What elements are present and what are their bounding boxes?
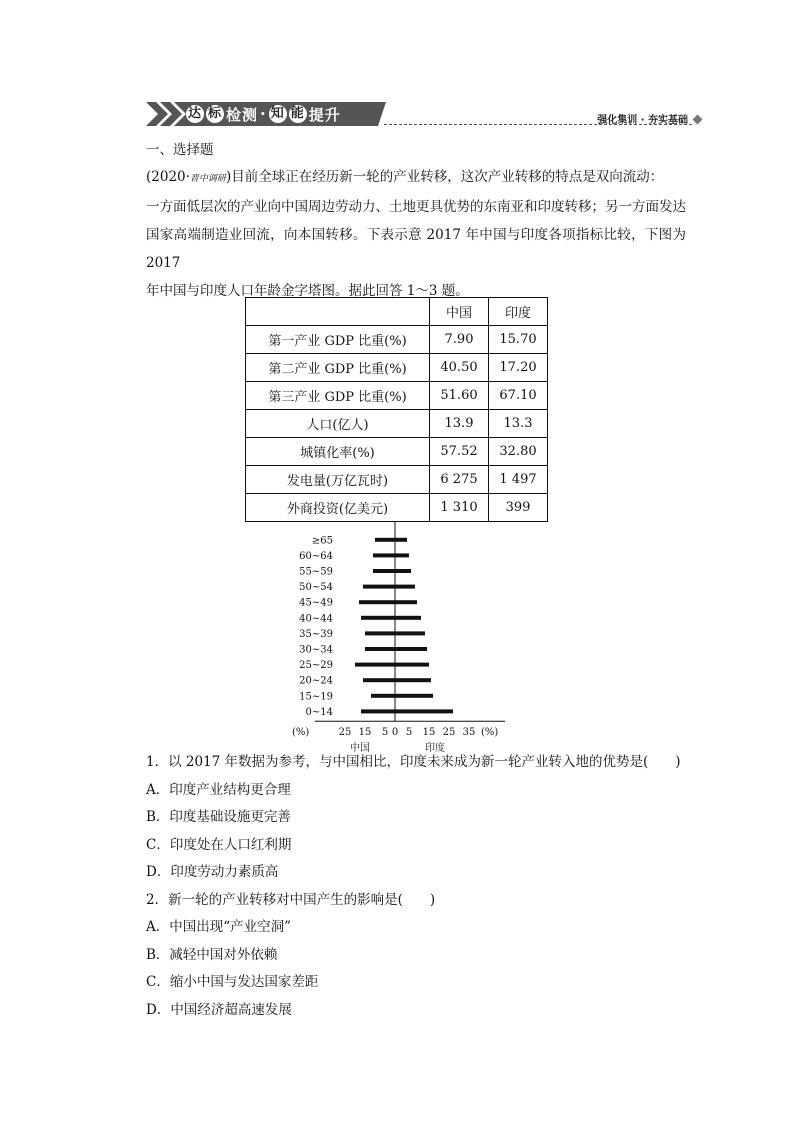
answer-option: C．印度处在人口红利期 [146, 836, 292, 853]
table-row: 发电量(万亿瓦时) 6 275 1 497 [246, 466, 548, 494]
china-bar [363, 585, 395, 589]
china-bar [373, 569, 395, 573]
x-tick-label: 15 [358, 727, 372, 739]
india-bar [395, 663, 429, 667]
x-tick-label: 0 [391, 727, 399, 739]
age-group-label: 45~49 [299, 597, 333, 609]
population-pyramid-chart [280, 522, 550, 755]
china-bar [371, 694, 395, 698]
age-group-label: 20~24 [299, 675, 333, 687]
question-stem: 1．以 2017 年数据为参考，与中国相比，印度未来成为新一轮产业转入地的优势是( ) [146, 754, 681, 770]
answer-option: D．中国经济超高速发展 [146, 1001, 292, 1018]
table-row: 第三产业 GDP 比重(%) 51.60 67.10 [246, 382, 548, 410]
age-group-label: 50~54 [299, 582, 333, 594]
table-row: 人口(亿人) 13.9 13.3 [246, 410, 548, 438]
diamond-icon [693, 115, 703, 125]
x-tick-label: 5 [405, 727, 413, 739]
question-stem: 2．新一轮的产业转移对中国产生的影响是( ) [146, 891, 436, 908]
x-tick-label: 5 [381, 727, 389, 739]
x-axis-unit-right: (%) [481, 727, 499, 739]
answer-option: B．印度基础设施更完善 [146, 809, 291, 825]
intro-paragraph: (2020·晋中调研)目前全球正在经历新一轮的产业转移，这次产业转移的特点是双向流动： 一方面低层次的产业向中国周边劳动力、土地更具优势的东南亚和印度转移；另一方面发达 国家高端制造业回流，向本国转移。下表示意 2017 年中国与印度各项指标比较，下图为 2017 年中国与印度人口年龄金字塔图。据此回答 1～3 题。 [146, 169, 686, 299]
source-year: (2020· [146, 169, 190, 185]
table-row: 城镇化率(%) 57.52 32.80 [246, 438, 548, 466]
table-row: 第一产业 GDP 比重(%) 7.90 15.70 [246, 326, 548, 354]
answer-option: A．印度产业结构更合理 [146, 781, 291, 798]
india-bar [395, 678, 431, 682]
indicator-table [245, 297, 548, 522]
table-row: 外商投资(亿美元) 1 310 399 [246, 494, 548, 522]
china-bar [359, 600, 395, 604]
china-bar [355, 663, 395, 667]
answer-option: A．中国出现“产业空洞” [146, 919, 292, 935]
china-bar [365, 647, 395, 651]
age-group-label: 55~59 [299, 566, 333, 578]
china-side-label: 中国 [350, 743, 370, 755]
age-group-label: 40~44 [299, 613, 333, 625]
age-group-label: 35~39 [299, 628, 333, 640]
india-bar [395, 538, 407, 542]
india-bar [395, 709, 453, 713]
x-tick-label: 25 [338, 727, 352, 739]
section-title: 一、选择题 [146, 142, 214, 158]
china-bar [373, 553, 395, 557]
india-bar [395, 569, 411, 573]
age-group-label: 60~64 [299, 550, 333, 562]
x-tick-label: 35 [462, 727, 476, 739]
india-side-label: 印度 [425, 743, 445, 755]
india-bar [395, 553, 409, 557]
india-bar [395, 647, 427, 651]
china-bar [361, 616, 395, 620]
age-group-label: ≥65 [311, 535, 333, 547]
india-bar [395, 585, 415, 589]
china-bar [361, 709, 395, 713]
india-bar [395, 631, 425, 635]
india-bar [395, 616, 421, 620]
china-bar [365, 631, 395, 635]
china-bar [375, 538, 395, 542]
answer-option: D．印度劳动力素质高 [146, 864, 279, 880]
answer-option: B．减轻中国对外依赖 [146, 946, 278, 963]
x-axis-unit-left: (%) [292, 727, 310, 739]
x-tick-label: 25 [442, 727, 456, 739]
india-bar [395, 600, 417, 604]
source-tag: 晋中调研 [189, 174, 226, 184]
answer-option: C．缩小中国与发达国家差距 [146, 974, 319, 990]
age-group-label: 25~29 [299, 660, 333, 672]
banner-title: 达 标 检测 · 知 能 提升 [187, 105, 341, 124]
age-group-label: 15~19 [299, 691, 333, 703]
age-group-label: 0~14 [305, 706, 333, 718]
header-slogan: 强化集训 · 夯实基础 [597, 115, 688, 126]
age-group-label: 30~34 [299, 644, 333, 656]
table-header-row: 中国 印度 [246, 298, 548, 326]
china-bar [363, 678, 395, 682]
india-bar [395, 694, 433, 698]
table-row: 第二产业 GDP 比重(%) 40.50 17.20 [246, 354, 548, 382]
x-tick-label: 15 [422, 727, 436, 739]
